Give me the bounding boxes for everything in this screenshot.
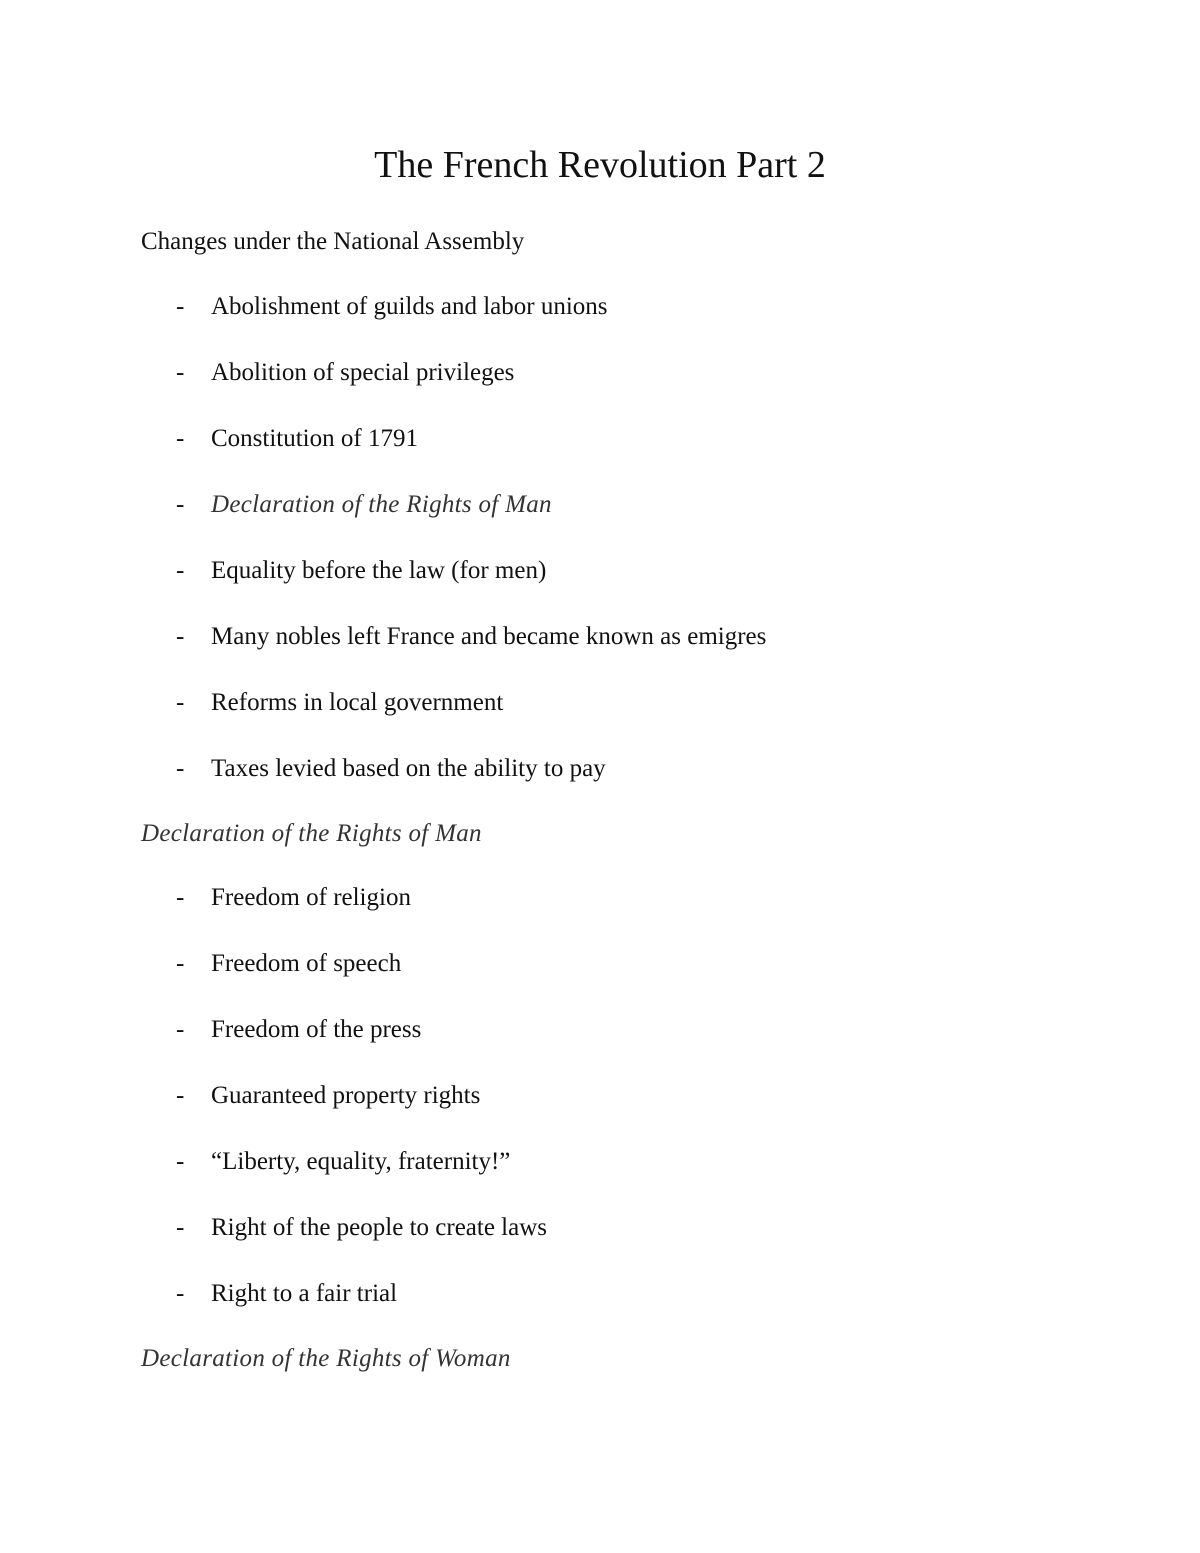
list-item-text: Freedom of the press bbox=[211, 1016, 422, 1043]
list-dash: - bbox=[176, 689, 185, 716]
list-item-text: Taxes levied based on the ability to pay bbox=[211, 755, 606, 782]
list-item-text: Declaration of the Rights of Man bbox=[211, 491, 552, 518]
list-item-text: Right to a fair trial bbox=[211, 1280, 398, 1307]
list-dash: - bbox=[176, 359, 185, 386]
list-item-text: Guaranteed property rights bbox=[211, 1082, 481, 1109]
section-heading: Declaration of the Rights of Man bbox=[141, 820, 482, 847]
list-item-text: Freedom of religion bbox=[211, 884, 411, 911]
list-dash: - bbox=[176, 1280, 185, 1307]
list-dash: - bbox=[176, 491, 185, 518]
list-dash: - bbox=[176, 425, 185, 452]
list-dash: - bbox=[176, 623, 185, 650]
list-item-text: Reforms in local government bbox=[211, 689, 504, 716]
list-dash: - bbox=[176, 557, 185, 584]
list-dash: - bbox=[176, 293, 185, 320]
list-dash: - bbox=[176, 1016, 185, 1043]
list-item-text: Many nobles left France and became known as emigres bbox=[211, 623, 767, 650]
section-heading: Declaration of the Rights of Woman bbox=[141, 1345, 511, 1372]
list-dash: - bbox=[176, 755, 185, 782]
list-item-text: Constitution of 1791 bbox=[211, 425, 418, 452]
list-item-text: Equality before the law (for men) bbox=[211, 557, 547, 584]
page-title: The French Revolution Part 2 bbox=[374, 144, 826, 186]
list-item-text: Abolition of special privileges bbox=[211, 359, 515, 386]
list-dash: - bbox=[176, 1214, 185, 1241]
list-item-text: Right of the people to create laws bbox=[211, 1214, 547, 1241]
list-item-text: Abolishment of guilds and labor unions bbox=[211, 293, 608, 320]
list-dash: - bbox=[176, 1082, 185, 1109]
list-dash: - bbox=[176, 1148, 185, 1175]
section-heading: Changes under the National Assembly bbox=[141, 228, 525, 255]
list-dash: - bbox=[176, 950, 185, 977]
list-dash: - bbox=[176, 884, 185, 911]
list-item-text: “Liberty, equality, fraternity!” bbox=[211, 1148, 511, 1175]
list-item-text: Freedom of speech bbox=[211, 950, 402, 977]
